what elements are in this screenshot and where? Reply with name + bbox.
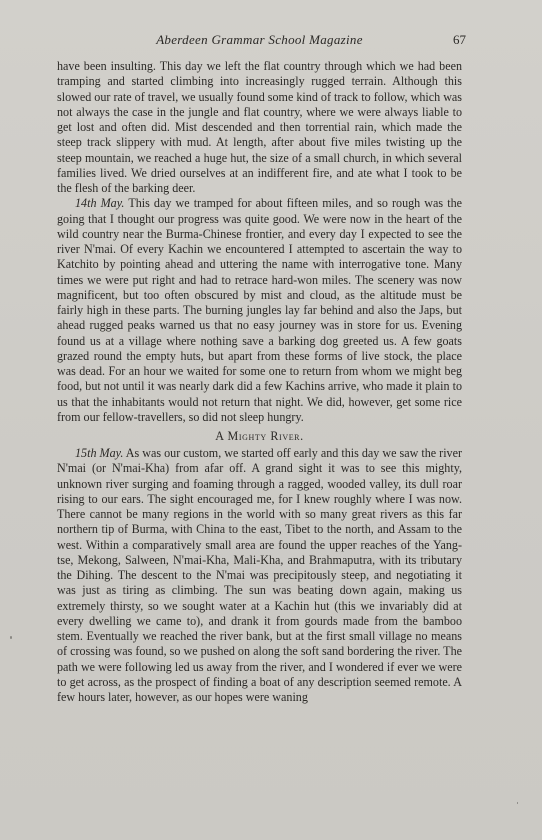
body-text <box>57 59 462 705</box>
page-number: 67 <box>453 32 466 47</box>
date-15-may: 15th May. <box>75 446 124 460</box>
paragraph-3-text: As was our custom, we started off early and this day we saw the river N'mai (or N'mai-Kha) from afar off. A grand sight it was to see this mighty, unknown river surging and foaming through a ragged, wooded valley, its dull roar rising to our ears. The sight encouraged me, for I knew roughly where I was now. There cannot be many regions in the world with so many great rivers as this far northern tip of Burma, with China to the east, Tibet to the north, and Assam to the west. Within a comparatively small area are found the upper reaches of the Yang-tse, Mekong, Salween, N'mai-Kha, Mali-Kha, and Brahmaputra, with its tributary the Dihing. The descent to the N'mai was precipitously steep, and negotiating it was just as tiring as climbing. The sun was beating down again, making us extremely thirsty, so we sought water at a Kachin hut (this we invariably did at every dwelling we came to), and drank it from gourds made from the bamboo stem. Eventually we reached the river bank, but at the first small village no means of crossing was found, so we pushed on along the soft sand bordering the river. The path we were following led us away from the river, and I wondered if ever we were to get across, as the prospect of finding a boat of any description seemed remote. A few hours later, however, as our hopes were waning <box>57 446 462 704</box>
margin-speck <box>517 802 518 804</box>
running-head: Aberdeen Grammar School Magazine <box>156 32 363 47</box>
paragraph-3 <box>57 446 462 705</box>
paragraph-1: have been insulting. This day we left the flat country through which we had been tramping and started climbing into increasingly rugged terrain. Although this slowed our rate of travel, we usually found some kind of track to follow, which was not always the case in the jungle and flat country, where we were always liable to get lost and often did. Mist descended and then torrential rain, which made the steep track slippery with mud. At length, after about five miles twisting up the steep mountain, we reached a huge hut, the size of a small church, in which several families lived. We dried ourselves at an indifferent fire, and ate what I took to be the flesh of the barking deer. <box>57 59 462 195</box>
page-header <box>57 32 466 52</box>
paragraph-2-text: This day we tramped for about fifteen miles, and so rough was the going that I thought our progress was quite good. We were now in the heart of the wild country near the Burma-Chinese frontier, and every day I expected to see the river N'mai. Of every Kachin we encountered I attempted to ascertain the way to Katchito by pointing ahead and uttering the name with interrogative tone. Many times we were put right and had to retrace hard-won miles. The scenery was now magnificent, but too often obscured by mist and cloud, as the altitude must be fairly high in these parts. The burning jungles lay far behind and also the Japs, but ahead rugged peaks warned us that no easy journey was in store for us. Evening found us at a village where nothing save a barking dog greeted us. A few goats grazed round the empty huts, but apart from these forms of live stock, the place was dead. For an hour we waited for some one to return from whom we might beg food, but not until it was nearly dark did a few Kachins arrive, who made it plain to us that the inhabitants would not return that night. We did, however, get some rice from our fellow-travellers, so did not sleep hungry. <box>57 196 462 424</box>
date-14-may: 14th May. <box>75 196 125 211</box>
margin-speck <box>10 636 12 639</box>
paragraph-2 <box>57 196 462 425</box>
section-heading: A Mighty River. <box>215 429 304 443</box>
